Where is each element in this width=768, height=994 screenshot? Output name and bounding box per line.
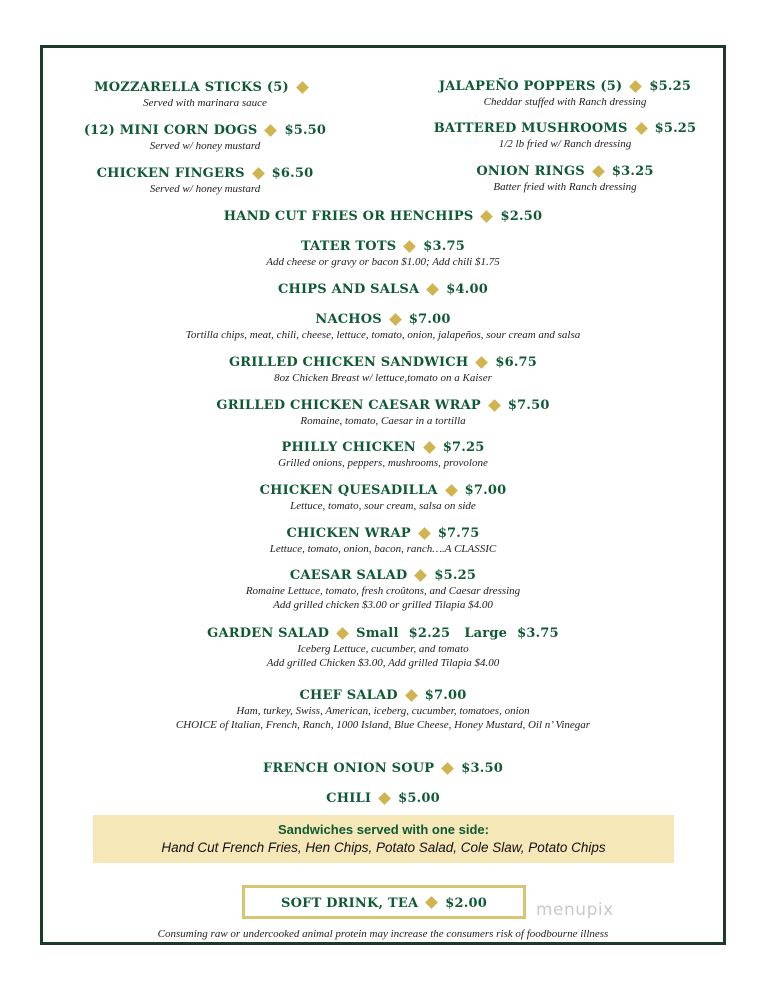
item-name: MOZZARELLA STICKS (5) xyxy=(94,80,289,95)
size-large-price: $3.75 xyxy=(517,626,559,641)
item-desc: Lettuce, tomato, sour cream, salsa on side xyxy=(290,500,476,512)
item-price: $5.25 xyxy=(434,568,477,583)
item-price: $6.50 xyxy=(271,166,314,181)
diamond-icon xyxy=(441,762,454,775)
item-desc: Batter fried with Ranch dressing xyxy=(493,181,637,193)
diamond-icon xyxy=(592,165,605,178)
item-name: JALAPEÑO POPPERS (5) xyxy=(438,79,623,94)
menu-item-grilled-chicken-sandwich xyxy=(60,355,706,385)
menu-item-onion-rings xyxy=(410,164,720,194)
item-desc-extra: CHOICE of Italian, French, Ranch, 1000 Island, Blue Cheese, Honey Mustard, Oil n’ Vinegar xyxy=(175,719,591,731)
item-desc: 8oz Chicken Breast w/ lettuce,tomato on a Kaiser xyxy=(274,372,492,384)
item-desc: Add cheese or gravy or bacon $1.00; Add chili $1.75 xyxy=(266,256,500,268)
item-price: $7.50 xyxy=(507,398,550,413)
item-desc: Lettuce, tomato, onion, bacon, ranch….A CLASSIC xyxy=(269,543,497,555)
item-price: $3.50 xyxy=(461,761,503,776)
item-desc-extra: Add grilled chicken $3.00 or grilled Tilapia $4.00 xyxy=(273,599,493,611)
item-price: $5.00 xyxy=(398,791,440,806)
item-price: $6.75 xyxy=(495,355,538,370)
menu-item-chicken-fingers xyxy=(60,166,350,196)
menu-item-fries xyxy=(60,209,706,225)
item-price: $2.50 xyxy=(500,209,543,224)
item-price: $7.75 xyxy=(437,526,480,541)
diamond-icon xyxy=(403,240,416,253)
menu-item-mini-corn-dogs xyxy=(60,123,350,153)
diamond-icon xyxy=(426,283,439,296)
item-desc: Served w/ honey mustard xyxy=(149,140,261,152)
menu-item-garden-salad xyxy=(60,626,706,670)
menu-item-tater-tots xyxy=(60,239,706,269)
diamond-icon xyxy=(488,399,501,412)
diamond-icon xyxy=(475,356,488,369)
menu-item-grilled-chicken-caesar-wrap xyxy=(60,398,706,428)
diamond-icon xyxy=(389,313,402,326)
item-price: $7.00 xyxy=(424,688,467,703)
menu-item-philly-chicken xyxy=(60,440,706,470)
size-small-label: Small xyxy=(356,626,399,641)
menu-item-battered-mushrooms xyxy=(410,121,720,151)
sides-box xyxy=(93,815,674,863)
item-name: ONION RINGS xyxy=(476,164,585,179)
item-name: CHICKEN FINGERS xyxy=(96,166,245,181)
item-desc-extra: Add grilled Chicken $3.00, Add grilled Tilapia $4.00 xyxy=(266,657,500,669)
item-desc: Tortilla chips, meat, chili, cheese, lettuce, tomato, onion, jalapeños, sour cream and salsa xyxy=(185,329,581,341)
item-name: PHILLY CHICKEN xyxy=(281,440,416,455)
item-name: CHICKEN WRAP xyxy=(286,526,411,541)
diamond-icon xyxy=(418,527,431,540)
sides-list: Hand Cut French Fries, Hen Chips, Potato Salad, Cole Slaw, Potato Chips xyxy=(161,840,606,855)
diamond-icon xyxy=(481,210,494,223)
diamond-icon xyxy=(415,569,428,582)
item-name: CAESAR SALAD xyxy=(289,568,408,583)
size-large-label: Large xyxy=(464,626,508,641)
item-desc: Romaine, tomato, Caesar in a tortilla xyxy=(300,415,466,427)
item-desc: Served with marinara sauce xyxy=(143,97,267,109)
item-desc: 1/2 lb fried w/ Ranch dressing xyxy=(498,138,632,150)
item-price: $5.25 xyxy=(654,121,697,136)
diamond-icon xyxy=(265,124,278,137)
item-price: $7.25 xyxy=(442,440,485,455)
item-desc: Cheddar stuffed with Ranch dressing xyxy=(483,96,647,108)
menu-item-nachos xyxy=(60,312,706,342)
size-small-price: $2.25 xyxy=(408,626,451,641)
item-desc: Iceberg Lettuce, cucumber, and tomato xyxy=(297,643,469,655)
item-desc: Ham, turkey, Swiss, American, iceberg, cucumber, tomatoes, onion xyxy=(236,705,530,717)
menu-item-jalapeno-poppers xyxy=(410,79,720,109)
sides-title: Sandwiches served with one side: xyxy=(278,822,489,837)
drink-name: SOFT DRINK, TEA xyxy=(281,896,419,911)
diamond-icon xyxy=(425,896,438,909)
food-safety-notice: Consuming raw or undercooked animal protein may increase the consumers risk of foodbourne illness xyxy=(157,928,609,940)
menu-item-caesar-salad xyxy=(60,568,706,612)
menu-item-chips-and-salsa xyxy=(60,282,706,298)
item-name: FRENCH ONION SOUP xyxy=(263,761,435,776)
diamond-icon xyxy=(296,81,309,94)
diamond-icon xyxy=(423,441,436,454)
diamond-icon xyxy=(336,627,349,640)
item-name: GARDEN SALAD xyxy=(207,626,330,641)
diamond-icon xyxy=(252,167,265,180)
item-price: $5.50 xyxy=(284,123,327,138)
diamond-icon xyxy=(635,122,648,135)
item-name: BATTERED MUSHROOMS xyxy=(433,121,628,136)
item-name: GRILLED CHICKEN CAESAR WRAP xyxy=(216,398,481,413)
item-desc: Romaine Lettuce, tomato, fresh croûtons, and Caesar dressing xyxy=(245,585,521,597)
item-price: $5.25 xyxy=(649,79,692,94)
watermark: menupix xyxy=(536,900,614,920)
item-price: $4.00 xyxy=(446,282,488,297)
item-name: HAND CUT FRIES OR HENCHIPS xyxy=(223,209,474,224)
item-price: $3.75 xyxy=(423,239,466,254)
item-name: GRILLED CHICKEN SANDWICH xyxy=(228,355,469,370)
menu-item-chicken-quesadilla xyxy=(60,483,706,513)
item-name: (12) MINI CORN DOGS xyxy=(83,123,258,138)
menu-item-chef-salad xyxy=(60,688,706,732)
item-desc: Served w/ honey mustard xyxy=(149,183,261,195)
item-desc: Grilled onions, peppers, mushrooms, provolone xyxy=(278,457,488,469)
item-name: TATER TOTS xyxy=(300,239,397,254)
item-name: CHILI xyxy=(326,791,372,806)
item-price: $7.00 xyxy=(464,483,507,498)
drink-price: $2.00 xyxy=(445,896,487,911)
diamond-icon xyxy=(378,792,391,805)
item-name: CHICKEN QUESADILLA xyxy=(259,483,438,498)
item-price: $3.25 xyxy=(611,164,654,179)
menu-item-french-onion-soup xyxy=(60,761,706,777)
diamond-icon xyxy=(445,484,458,497)
item-name: CHEF SALAD xyxy=(299,688,398,703)
item-price: $7.00 xyxy=(408,312,451,327)
menu-item-chili xyxy=(60,791,706,807)
diamond-icon xyxy=(405,689,418,702)
menu-item-mozzarella-sticks xyxy=(60,80,350,110)
menu-item-chicken-wrap xyxy=(60,526,706,556)
item-name: NACHOS xyxy=(315,312,382,327)
drink-box xyxy=(242,885,526,919)
item-name: CHIPS AND SALSA xyxy=(278,282,420,297)
diamond-icon xyxy=(630,80,643,93)
